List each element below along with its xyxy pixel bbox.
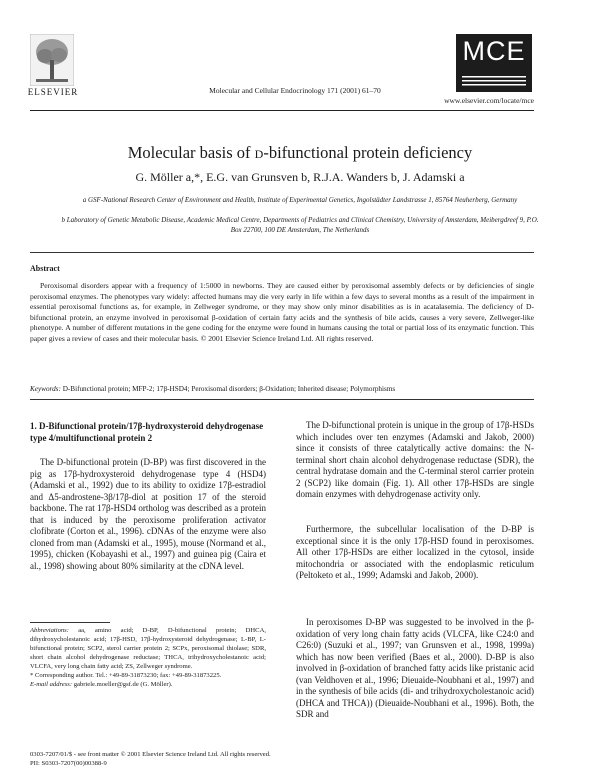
- affiliation-b: b Laboratory of Genetic Metabolic Disease, Academic Medical Centre, Departments of Pediatrics and Clinical Chemistry, University of Amsterdam, Meibergdreef 9, P.O. Box 22700, 100 DE Amsterdam, The Netherlands: [61, 216, 539, 234]
- corresponding-author-footnote: * Corresponding author. Tel.: +49-89-31873230; fax: +49-89-31873225.: [30, 672, 222, 679]
- author-list: G. Möller a,*, E.G. van Grunsven b, R.J.A. Wanders b, J. Adamski a: [135, 170, 465, 184]
- abstract-heading: Abstract: [30, 264, 60, 273]
- keywords-text: D-Bifunctional protein; MFP-2; 17β-HSD4; Peroxisomal disorders; β-Oxidation; Inherited disease; Polymorphisms: [62, 385, 396, 393]
- journal-citation: Molecular and Cellular Endocrinology 171 (2001) 61–70: [209, 86, 381, 95]
- affiliation-a: a GSF-National Research Center of Environment and Health, Institute of Experimental Genetics, Ingolstädter Landstrasse 1, 85764 Neuherberg, Germany: [82, 196, 518, 204]
- abstract-top-divider: [30, 252, 534, 253]
- keywords-label: Keywords:: [30, 385, 61, 393]
- footnotes: [30, 626, 266, 689]
- pii-line: PII: S0303-7207(00)00388-9: [30, 759, 107, 767]
- abbreviations-footnote: Abbreviations: aa, amino acid; D-BP, D-bifunctional protein; DHCA, dihydroxycholestanoic acid; 17β-HSD, 17β-hydroxysteroid dehydrogenase; L-BP, L-bifunctional protein; SCP2, sterol carrier protein 2; SCPx, peroxisomal thiolase; SDR, short chain alcohol dehydrogenase reductase; THCA, trihydroxycholestanoic acid; VLCFA, very long chain fatty acid; ZS, Zellweger syndrome.: [30, 627, 266, 670]
- body-paragraph: Furthermore, the subcellular localisation of the D-BP is exceptional since it is the only 17β-HSD found in peroxisomes. All other 17β-HSDs are either localized in the cytosol, inside mitochondria or associated with the endoplasmic reticulum (Peltoketo et al., 1999; Adamski and Jakob, 2000).: [296, 524, 534, 580]
- journal-website-link[interactable]: www.elsevier.com/locate/mce: [444, 96, 534, 105]
- abstract-text: Peroxisomal disorders appear with a frequency of 1:5000 in newborns. They are caused either by peroxisomal assembly defects or by deficiencies of single peroxisomal enzymes. The phenotypes vary widely: affected humans may die very early in life within a few days to several months as a result of the impairment in essential peroxisomal functions as, for example, in Zellweger syndrome, or they may show only minor disabilities as is in acatalasemia. The deficiency of D-bifunctional protein, an enzyme involved in peroxisomal β-oxidation of certain fatty acids and the synthesis of bile acids, causes a very severe, Zellweger-like phenotype. A number of different mutations in the gene coding for the enzyme were found in humans causing the total or partial loss of its enzymatic function. This paper gives a review of cases and their molecular basis. © 2001 Elsevier Science Ireland Ltd. All rights reserved.: [30, 281, 534, 343]
- footnote-divider: [30, 622, 110, 623]
- elsevier-tree-logo: [30, 34, 74, 86]
- email-label: E-mail address:: [30, 681, 73, 688]
- article-title: Molecular basis of d-bifunctional protein deficiency: [127, 143, 473, 162]
- body-paragraph: The D-bifunctional protein (D-BP) was first discovered in the pig as 17β-hydroxysteroid dehydrogenase type 4 (HSD4) (Adamski et al., 1992) due to its ability to oxidize 17β-estradiol and Δ5-androstene-3β/17β-diol at position 17 of the steroid backbone. The rat 17β-HSD4 ortholog was described as a protein that is induced by the peroxisome proliferation activator clofibrate (Corton et al., 1996). cDNAs of the enzyme were also cloned from man (Adamski et al., 1995), mouse (Normand et al., 1995), chicken (Kobayashi et al., 1997) and guinea pig (Caira et al., 1998) showing about 80% similarity at the cDNA level.: [30, 457, 266, 571]
- journal-logo: [456, 34, 532, 92]
- front-matter: [30, 751, 430, 768]
- body-paragraph: In peroxisomes D-BP was suggested to be involved in the β-oxidation of very long chain fatty acids (VLCFA, like C24:0 and C26:0) (Suzuki et al., 1997; van Grunsven et al., 1998, 1999a) which has now been verified (Baes et al., 2000). D-BP is also involved in β-oxidation of branched fatty acids like pristanic acid (van Veldhoven et al., 1996; Dieuaide-Noubhani et al., 1997) and in the synthesis of bile acids (di- and trihydroxycholestanoic acid) (DHCA and THCA)) (Dieuaide-Noubhani et al., 1996). Both, the SDR and: [296, 617, 534, 719]
- email-address[interactable]: gabriele.moeller@gsf.de (G. Möller).: [73, 681, 173, 688]
- journal-logo-text: MCE: [462, 36, 526, 66]
- email-footnote: [30, 680, 266, 689]
- keywords: [30, 385, 534, 393]
- copyright-line: 0303-7207/01/$ - see front matter © 2001 Elsevier Science Ireland Ltd. All rights reserved.: [30, 751, 271, 758]
- publisher-name: ELSEVIER: [27, 87, 79, 97]
- abbreviations-label: Abbreviations:: [30, 627, 69, 634]
- journal-logo-decoration: [462, 75, 526, 87]
- abstract-bottom-divider: [30, 399, 534, 400]
- header-divider: [30, 110, 534, 111]
- section-heading: 1. D-Bifunctional protein/17β-hydroxysteroid dehydrogenase type 4/multifunctional protein 2: [30, 421, 264, 443]
- body-paragraph: The D-bifunctional protein is unique in the group of 17β-HSDs which includes over ten enzymes (Adamski and Jakob, 2000) since it consists of three catalytically active domains: the N-terminal short chain alcohol dehydrogenase reductase (SDR), the central hydratase domain and the C-terminal sterol carrier protein 2 (SCP2) like domain (Fig. 1). All other 17β-HSDs are single domain enzymes with dehydrogenase activity only.: [296, 420, 534, 499]
